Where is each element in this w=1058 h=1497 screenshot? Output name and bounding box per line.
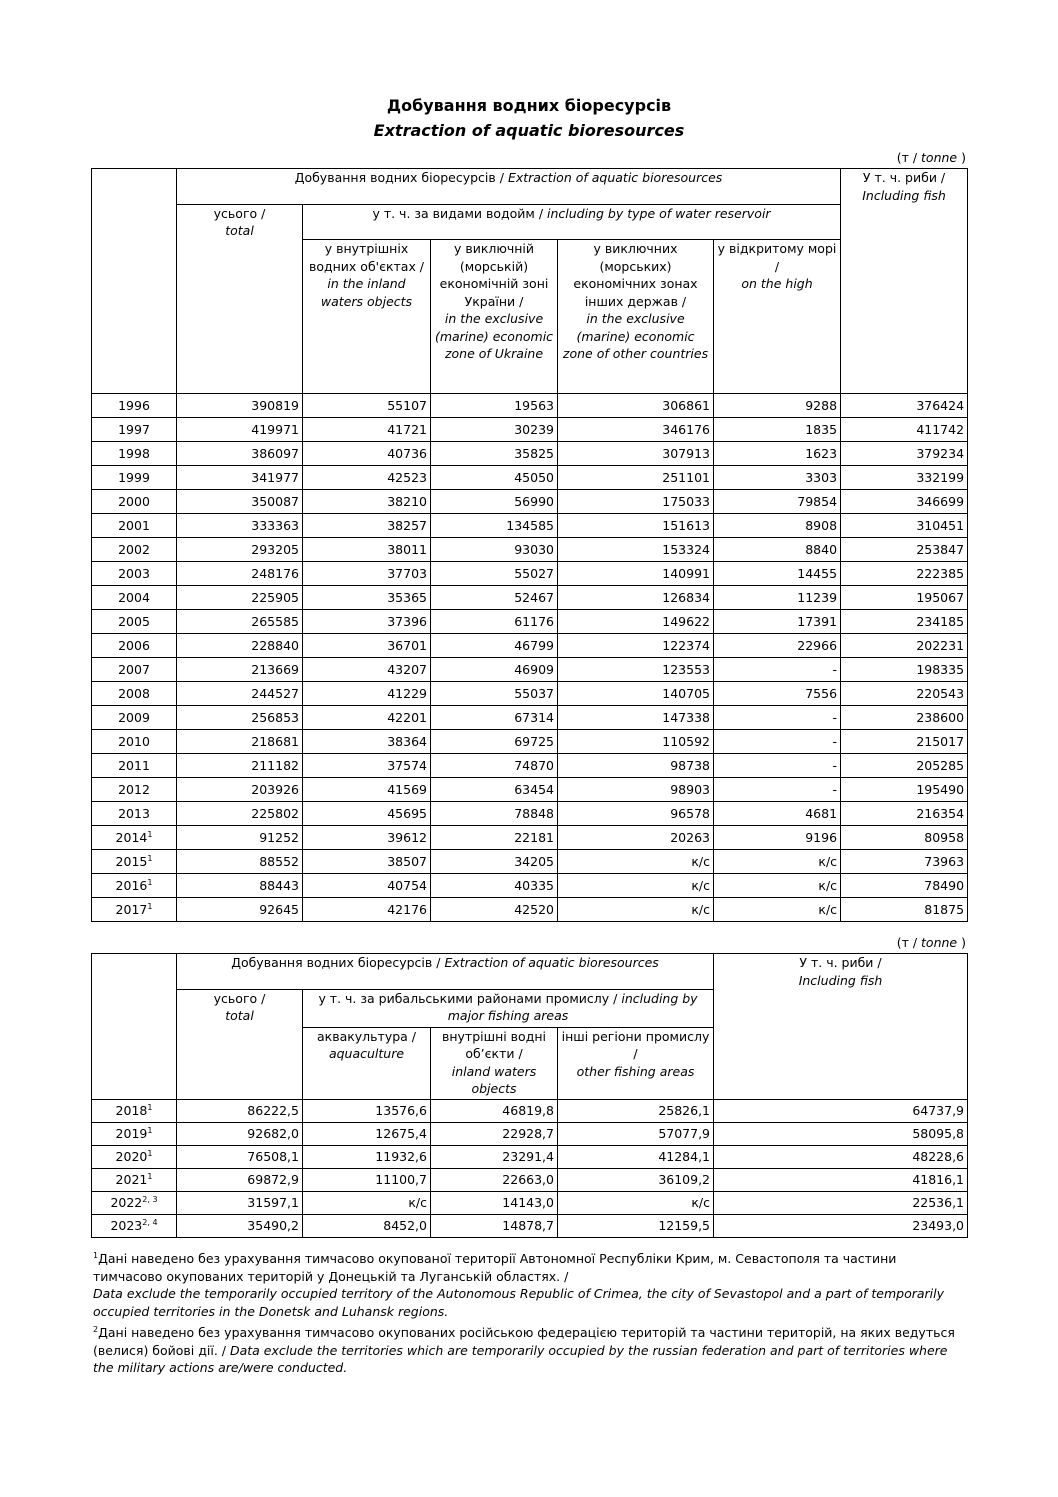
value-inland: 55107 [303, 394, 431, 418]
value-other: 25826,1 [558, 1099, 714, 1122]
value-other: 149622 [558, 610, 714, 634]
value-other: 147338 [558, 706, 714, 730]
unit-label-2: (т / tonne ) [896, 935, 966, 950]
year-label: 1999 [118, 469, 150, 485]
year-label: 2010 [118, 733, 150, 749]
value-total: 248176 [177, 562, 303, 586]
year-cell [92, 1214, 177, 1237]
value-total: 256853 [177, 706, 303, 730]
footnote-2: $^2$Дані наведено без урахування тимчасово окупованих російською федерацією територій та частини територій, на яких ведуться (велися) бойові дії. / Data exclude the territories which are temporarily occupied by the russian federation and part of territories where the military actions are/were conducted. [93, 1324, 955, 1375]
value-high: 1623 [714, 442, 841, 466]
value-high: к/с [714, 850, 841, 874]
year-cell [92, 898, 177, 922]
value-high: 8840 [714, 538, 841, 562]
value-high: 9288 [714, 394, 841, 418]
value-fish: 81875 [841, 898, 968, 922]
year-cell [92, 850, 177, 874]
value-eez: 74870 [431, 754, 558, 778]
table-row [92, 658, 968, 682]
year-cell [92, 1122, 177, 1145]
table-row [92, 538, 968, 562]
value-total: 203926 [177, 778, 303, 802]
value-inland: 42176 [303, 898, 431, 922]
value-high: к/с [714, 898, 841, 922]
value-total: 293205 [177, 538, 303, 562]
value-total: 350087 [177, 490, 303, 514]
table-1996-2017 [91, 168, 968, 922]
page-title: Добування водних біоресурсів [386, 96, 672, 115]
footnote-ref: 1 [147, 1102, 153, 1112]
table-row [92, 562, 968, 586]
value-high: - [714, 658, 841, 682]
year-label: 1997 [118, 421, 150, 437]
table-row [92, 466, 968, 490]
value-total: 333363 [177, 514, 303, 538]
value-fish: 22536,1 [714, 1191, 968, 1214]
value-eez: 35825 [431, 442, 558, 466]
footnote-ref: 1 [147, 853, 153, 863]
value-inland: 40736 [303, 442, 431, 466]
value-fish: 78490 [841, 874, 968, 898]
header-total: усього / total [177, 204, 303, 240]
value-total: 228840 [177, 634, 303, 658]
value-aqua: 12675,4 [303, 1122, 431, 1145]
value-other: 126834 [558, 586, 714, 610]
header2-other: інші регіони промислу / other fishing areas [558, 1027, 714, 1099]
year-cell [92, 562, 177, 586]
year-cell [92, 754, 177, 778]
year-cell [92, 826, 177, 850]
value-other: 307913 [558, 442, 714, 466]
value-eez: 67314 [431, 706, 558, 730]
table-row [92, 754, 968, 778]
value-fish: 216354 [841, 802, 968, 826]
value-eez: 46799 [431, 634, 558, 658]
header-high-sea: у відкритому морі / on the high [714, 240, 841, 394]
value-total: 88443 [177, 874, 303, 898]
value-aqua: к/с [303, 1191, 431, 1214]
year-cell [92, 634, 177, 658]
table-2018-2023 [91, 953, 968, 1238]
value-inland: 37574 [303, 754, 431, 778]
year-label: 2017 [115, 901, 148, 917]
year-label: 2012 [118, 781, 150, 797]
table-row [92, 778, 968, 802]
value-other: 140991 [558, 562, 714, 586]
footnote-ref: 1 [147, 1125, 153, 1135]
value-fish: 48228,6 [714, 1145, 968, 1168]
table-row [92, 682, 968, 706]
value-fish: 64737,9 [714, 1099, 968, 1122]
value-other: 96578 [558, 802, 714, 826]
year-cell [92, 682, 177, 706]
value-eez: 30239 [431, 418, 558, 442]
year-cell [92, 610, 177, 634]
footnote-ref: 1 [147, 877, 153, 887]
value-total: 211182 [177, 754, 303, 778]
value-high: 17391 [714, 610, 841, 634]
year-label: 2004 [118, 589, 150, 605]
year-label: 2001 [118, 517, 150, 533]
footnote-1: $^1$Дані наведено без урахування тимчасово окупованої території Автономної Республіки Крим, м. Севастополя та частини тимчасово окупованих територій у Донецькій та Луганській областях. / Data exclude the temporarily occupied territory of the Autonomous Republic of Crimea, the city of Sevastopol and a part of temporarily occupied territories in the Donetsk and Luhansk regions. [93, 1250, 945, 1319]
value-total: 390819 [177, 394, 303, 418]
table-row [92, 874, 968, 898]
value-inland: 43207 [303, 658, 431, 682]
year-cell [92, 490, 177, 514]
year-cell [92, 514, 177, 538]
year-label: 2023 [110, 1217, 143, 1233]
year-cell [92, 538, 177, 562]
value-fish: 253847 [841, 538, 968, 562]
year-label: 2021 [115, 1171, 148, 1187]
value-inland: 40754 [303, 874, 431, 898]
value-aqua: 11932,6 [303, 1145, 431, 1168]
value-fish: 220543 [841, 682, 968, 706]
value-eez: 42520 [431, 898, 558, 922]
table-row [92, 1214, 968, 1237]
table-row [92, 634, 968, 658]
value-total: 341977 [177, 466, 303, 490]
table-row [92, 826, 968, 850]
footnote-ref: 1 [147, 1171, 153, 1181]
footnote-ref: 1 [147, 901, 153, 911]
header2-total: усього / total [177, 989, 303, 1027]
value-eez: 134585 [431, 514, 558, 538]
table-row [92, 490, 968, 514]
year-label: 2002 [118, 541, 150, 557]
table-row [92, 1099, 968, 1122]
header-inland: у внутрішніх водних об'єктах / in the inland waters objects [303, 240, 431, 394]
value-total: 69872,9 [177, 1168, 303, 1191]
value-eez: 63454 [431, 778, 558, 802]
value-total: 88552 [177, 850, 303, 874]
value-total: 35490,2 [177, 1214, 303, 1237]
value-total: 218681 [177, 730, 303, 754]
value-inland: 37396 [303, 610, 431, 634]
value-other: 153324 [558, 538, 714, 562]
value-total: 92645 [177, 898, 303, 922]
value-eez: 55027 [431, 562, 558, 586]
year-label: 2000 [118, 493, 150, 509]
value-inland: 23291,4 [431, 1145, 558, 1168]
value-other: к/с [558, 874, 714, 898]
value-fish: 379234 [841, 442, 968, 466]
footnote-ref: 1 [147, 1148, 153, 1158]
value-high: 14455 [714, 562, 841, 586]
value-inland: 41569 [303, 778, 431, 802]
value-other: 175033 [558, 490, 714, 514]
value-high: к/с [714, 874, 841, 898]
value-eez: 61176 [431, 610, 558, 634]
value-high: - [714, 730, 841, 754]
table-row [92, 418, 968, 442]
value-inland: 38257 [303, 514, 431, 538]
header-fish: У т. ч. риби / Including fish [841, 169, 968, 205]
value-high: 3303 [714, 466, 841, 490]
year-label: 2013 [118, 805, 150, 821]
header-year-cell [92, 169, 177, 205]
value-high: 22966 [714, 634, 841, 658]
year-label: 2003 [118, 565, 150, 581]
value-other: 122374 [558, 634, 714, 658]
value-high: 9196 [714, 826, 841, 850]
year-cell [92, 658, 177, 682]
value-fish: 41816,1 [714, 1168, 968, 1191]
value-inland: 38011 [303, 538, 431, 562]
value-inland: 46819,8 [431, 1099, 558, 1122]
value-inland: 45695 [303, 802, 431, 826]
value-eez: 46909 [431, 658, 558, 682]
value-eez: 19563 [431, 394, 558, 418]
value-inland: 14143,0 [431, 1191, 558, 1214]
header2-areas: у т. ч. за рибальськими районами промислу / including by major fishing areas [303, 989, 714, 1027]
table-row [92, 730, 968, 754]
value-inland: 41229 [303, 682, 431, 706]
value-eez: 69725 [431, 730, 558, 754]
value-high: 7556 [714, 682, 841, 706]
table-row [92, 1168, 968, 1191]
year-cell [92, 1099, 177, 1122]
value-inland: 36701 [303, 634, 431, 658]
value-high: - [714, 754, 841, 778]
value-eez: 93030 [431, 538, 558, 562]
year-label: 2014 [115, 829, 148, 845]
header2-fish: У т. ч. риби / Including fish [714, 954, 968, 990]
value-total: 91252 [177, 826, 303, 850]
value-total: 86222,5 [177, 1099, 303, 1122]
value-inland: 41721 [303, 418, 431, 442]
value-other: 57077,9 [558, 1122, 714, 1145]
value-other: 123553 [558, 658, 714, 682]
year-cell [92, 706, 177, 730]
year-cell [92, 466, 177, 490]
year-label: 2008 [118, 685, 150, 701]
value-aqua: 13576,6 [303, 1099, 431, 1122]
value-eez: 34205 [431, 850, 558, 874]
value-total: 265585 [177, 610, 303, 634]
table-row [92, 898, 968, 922]
value-other: 251101 [558, 466, 714, 490]
footnote-ref: 2, 4 [142, 1217, 158, 1227]
value-total: 244527 [177, 682, 303, 706]
value-other: 110592 [558, 730, 714, 754]
header-reservoir: у т. ч. за видами водойм / including by type of water reservoir [303, 204, 841, 240]
year-label: 1996 [118, 397, 150, 413]
year-label: 2007 [118, 661, 150, 677]
value-eez: 78848 [431, 802, 558, 826]
table-row [92, 586, 968, 610]
value-inland: 22663,0 [431, 1168, 558, 1191]
year-cell [92, 730, 177, 754]
header2-inland: внутрішні водні об’єкти / inland waters objects [431, 1027, 558, 1099]
year-label: 2016 [115, 877, 148, 893]
value-total: 419971 [177, 418, 303, 442]
value-total: 76508,1 [177, 1145, 303, 1168]
value-fish: 205285 [841, 754, 968, 778]
value-other: 98738 [558, 754, 714, 778]
header-eez: у виключній (морській) економічній зоні України / in the exclusive (marine) economic zone of Ukraine [431, 240, 558, 394]
value-high: 8908 [714, 514, 841, 538]
footnote-ref: 1 [147, 829, 153, 839]
table-row [92, 1191, 968, 1214]
header2-aqua: аквакультура / aquaculture [303, 1027, 431, 1099]
value-high: 11239 [714, 586, 841, 610]
table-row [92, 610, 968, 634]
value-other: к/с [558, 898, 714, 922]
table-row [92, 394, 968, 418]
value-total: 225802 [177, 802, 303, 826]
value-eez: 40335 [431, 874, 558, 898]
header-group: Добування водних біоресурсів / Extraction of aquatic bioresources [177, 169, 841, 205]
value-eez: 22181 [431, 826, 558, 850]
value-inland: 39612 [303, 826, 431, 850]
year-label: 2018 [115, 1102, 148, 1118]
year-label: 1998 [118, 445, 150, 461]
year-label: 2019 [115, 1125, 148, 1141]
value-eez: 55037 [431, 682, 558, 706]
footnote-ref: 2, 3 [142, 1194, 158, 1204]
value-eez: 52467 [431, 586, 558, 610]
value-inland: 37703 [303, 562, 431, 586]
value-fish: 23493,0 [714, 1214, 968, 1237]
value-fish: 80958 [841, 826, 968, 850]
year-label: 2020 [115, 1148, 148, 1164]
value-other: 306861 [558, 394, 714, 418]
value-high: 1835 [714, 418, 841, 442]
table-row [92, 850, 968, 874]
value-high: - [714, 706, 841, 730]
value-inland: 38364 [303, 730, 431, 754]
page-title-en: Extraction of aquatic bioresources [373, 121, 685, 140]
value-eez: 56990 [431, 490, 558, 514]
value-fish: 222385 [841, 562, 968, 586]
value-inland: 38507 [303, 850, 431, 874]
value-fish: 376424 [841, 394, 968, 418]
year-cell [92, 394, 177, 418]
value-fish: 215017 [841, 730, 968, 754]
value-other: к/с [558, 1191, 714, 1214]
value-other: 140705 [558, 682, 714, 706]
value-inland: 38210 [303, 490, 431, 514]
value-other: 151613 [558, 514, 714, 538]
year-label: 2009 [118, 709, 150, 725]
value-fish: 238600 [841, 706, 968, 730]
value-inland: 14878,7 [431, 1214, 558, 1237]
year-cell [92, 586, 177, 610]
value-inland: 22928,7 [431, 1122, 558, 1145]
value-aqua: 11100,7 [303, 1168, 431, 1191]
value-other: к/с [558, 850, 714, 874]
value-fish: 195067 [841, 586, 968, 610]
value-total: 225905 [177, 586, 303, 610]
value-other: 36109,2 [558, 1168, 714, 1191]
header-other-eez: у виключних (морських) економічних зонах інших держав / in the exclusive (marine) economic zone of other countries [558, 240, 714, 394]
value-eez: 45050 [431, 466, 558, 490]
year-cell [92, 778, 177, 802]
value-fish: 202231 [841, 634, 968, 658]
table-row [92, 802, 968, 826]
value-fish: 198335 [841, 658, 968, 682]
year-label: 2011 [118, 757, 150, 773]
year-label: 2005 [118, 613, 150, 629]
table-row [92, 1122, 968, 1145]
value-other: 41284,1 [558, 1145, 714, 1168]
year-label: 2022 [110, 1194, 143, 1210]
header2-group: Добування водних біоресурсів / Extraction of aquatic bioresources [177, 954, 714, 990]
unit-label: (т / tonne ) [896, 150, 966, 165]
value-high: 4681 [714, 802, 841, 826]
table-row [92, 514, 968, 538]
year-cell [92, 1168, 177, 1191]
table-row [92, 442, 968, 466]
table-row [92, 706, 968, 730]
value-other: 20263 [558, 826, 714, 850]
value-fish: 73963 [841, 850, 968, 874]
value-fish: 332199 [841, 466, 968, 490]
value-aqua: 8452,0 [303, 1214, 431, 1237]
value-total: 213669 [177, 658, 303, 682]
year-label: 2006 [118, 637, 150, 653]
year-cell [92, 442, 177, 466]
value-inland: 42523 [303, 466, 431, 490]
value-other: 12159,5 [558, 1214, 714, 1237]
year-label: 2015 [115, 853, 148, 869]
value-fish: 411742 [841, 418, 968, 442]
value-high: 79854 [714, 490, 841, 514]
table-row [92, 1145, 968, 1168]
value-fish: 234185 [841, 610, 968, 634]
value-other: 346176 [558, 418, 714, 442]
value-fish: 310451 [841, 514, 968, 538]
value-total: 386097 [177, 442, 303, 466]
value-high: - [714, 778, 841, 802]
value-fish: 195490 [841, 778, 968, 802]
value-other: 98903 [558, 778, 714, 802]
value-total: 31597,1 [177, 1191, 303, 1214]
year-cell [92, 874, 177, 898]
value-total: 92682,0 [177, 1122, 303, 1145]
year-cell [92, 802, 177, 826]
year-cell [92, 1145, 177, 1168]
value-inland: 35365 [303, 586, 431, 610]
year-cell [92, 418, 177, 442]
value-inland: 42201 [303, 706, 431, 730]
value-fish: 346699 [841, 490, 968, 514]
year-cell [92, 1191, 177, 1214]
value-fish: 58095,8 [714, 1122, 968, 1145]
